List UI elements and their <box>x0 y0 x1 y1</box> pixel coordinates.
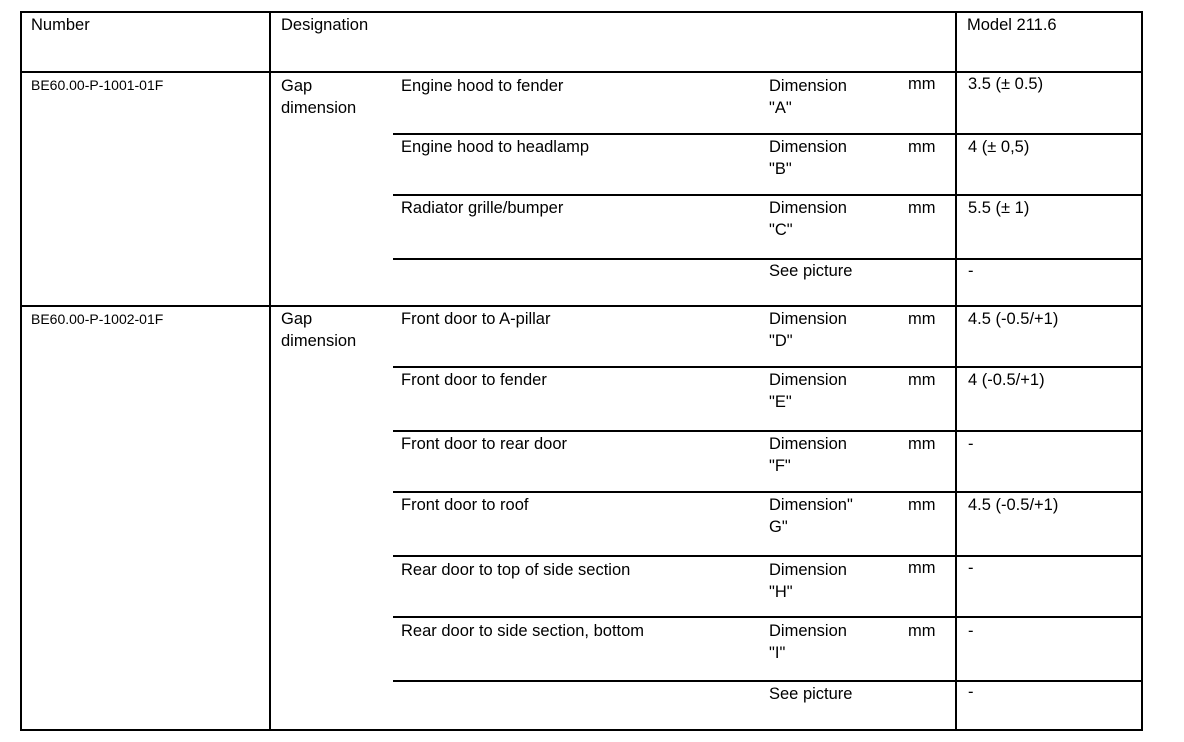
row-unit: mm <box>908 371 936 389</box>
row-item: Front door to A-pillar <box>401 310 551 328</box>
row-divider <box>393 194 1143 196</box>
row-item: Radiator grille/bumper <box>401 199 564 217</box>
row-unit: mm <box>908 75 936 93</box>
row-unit: mm <box>908 310 936 328</box>
row-dimension: Dimension "B" <box>769 138 847 178</box>
row-divider <box>393 680 1143 682</box>
row-item: Front door to fender <box>401 371 547 389</box>
table-border-right <box>1141 11 1143 731</box>
row-divider <box>393 366 1143 368</box>
row-divider <box>393 491 1143 493</box>
row-dimension: See picture <box>769 685 853 703</box>
header-model: Model 211.6 <box>967 16 1057 34</box>
table-border-left <box>20 11 22 731</box>
row-value: 4.5 (-0.5/+1) <box>968 310 1059 328</box>
row-item: Engine hood to fender <box>401 77 564 95</box>
row-unit: mm <box>908 138 936 156</box>
group-designation: Gap dimension <box>281 310 357 350</box>
row-item: Rear door to top of side section <box>401 561 631 579</box>
table-border-top <box>20 11 1143 13</box>
group-designation: Gap dimension <box>281 77 357 117</box>
row-unit: mm <box>908 559 936 577</box>
row-item: Front door to rear door <box>401 435 567 453</box>
row-divider <box>393 133 1143 135</box>
row-unit: mm <box>908 622 936 640</box>
row-unit: mm <box>908 199 936 217</box>
row-dimension: Dimension "E" <box>769 371 847 411</box>
row-value: - <box>968 435 974 453</box>
row-divider <box>393 555 1143 557</box>
row-dimension: Dimension "C" <box>769 199 847 239</box>
row-value: - <box>968 683 974 701</box>
column-divider-model <box>955 11 957 731</box>
row-dimension: See picture <box>769 262 853 280</box>
header-designation: Designation <box>281 16 369 34</box>
row-dimension: Dimension "I" <box>769 622 847 662</box>
row-value: - <box>968 559 974 577</box>
row-divider <box>393 616 1143 618</box>
group-number: BE60.00-P-1001-01F <box>31 77 164 93</box>
row-value: 4 (-0.5/+1) <box>968 371 1045 389</box>
row-divider <box>393 430 1143 432</box>
row-item: Front door to roof <box>401 496 529 514</box>
row-dimension: Dimension "F" <box>769 435 847 475</box>
row-unit: mm <box>908 435 936 453</box>
row-divider <box>393 258 1143 260</box>
row-item: Rear door to side section, bottom <box>401 622 645 640</box>
row-value: 5.5 (± 1) <box>968 199 1030 217</box>
row-value: 3.5 (± 0.5) <box>968 75 1044 93</box>
row-value: 4.5 (-0.5/+1) <box>968 496 1059 514</box>
row-dimension: Dimension "D" <box>769 310 847 350</box>
header-number: Number <box>31 16 90 34</box>
row-value: - <box>968 262 974 280</box>
column-divider-number <box>269 11 271 731</box>
row-dimension: Dimension "A" <box>769 77 847 117</box>
group-number: BE60.00-P-1002-01F <box>31 311 164 327</box>
row-dimension: Dimension "H" <box>769 561 847 601</box>
row-dimension: Dimension" G" <box>769 496 853 536</box>
row-unit: mm <box>908 496 936 514</box>
group-divider <box>20 305 1143 307</box>
row-value: - <box>968 622 974 640</box>
row-item: Engine hood to headlamp <box>401 138 590 156</box>
row-value: 4 (± 0,5) <box>968 138 1030 156</box>
table-border-bottom <box>20 729 1143 731</box>
